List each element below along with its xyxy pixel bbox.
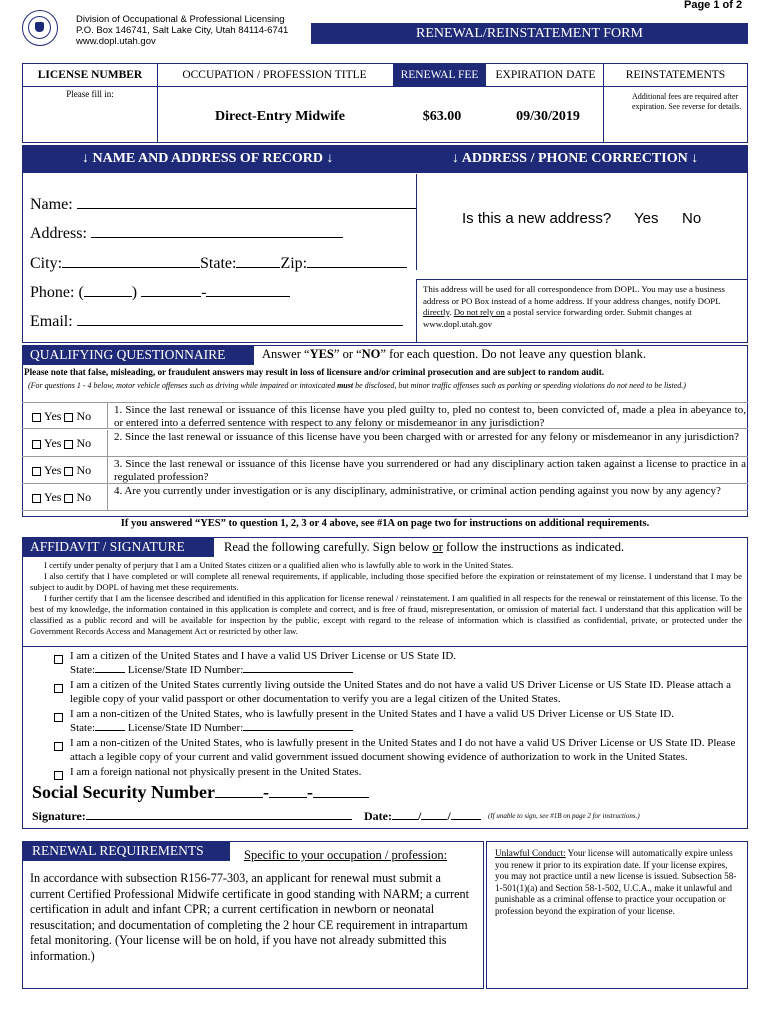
- city-field[interactable]: [62, 254, 200, 268]
- state-label: State:: [200, 255, 237, 272]
- affidavit-para-1: I certify under penalty of perjury that I am a United States citizen or a qualified alien who is lawfully able to work in the United States.: [44, 560, 514, 570]
- question-2-answer: [22, 430, 108, 456]
- question-3-answer: [22, 457, 108, 483]
- citizenship-opt4-checkbox[interactable]: [54, 742, 63, 751]
- question-4-yes-checkbox[interactable]: [32, 494, 41, 503]
- affidavit-para-3: I further certify that I am the licensee described and identified in this application for license renewal / reinstatement. I am qualified in all respects for the renewal or reinstatement of this license. To the best of my knowledge, the information contained in this application is complete and correct, and is free of fraud, misrepresentation, or omission of material fact. I understand that this application will be classified as a public record and will be available for inspection by the public, except with regard to the release of information which is classified as confidential, private, or protected under the Government Records Access and Management Act or restricted by other law.: [30, 593, 742, 636]
- question-3-no-label: No: [76, 463, 92, 477]
- form-title: RENEWAL/REINSTATEMENT FORM: [311, 23, 748, 44]
- opt3-state-field[interactable]: [95, 721, 125, 731]
- opt1-state-label: State:: [70, 664, 96, 676]
- renewal-body: In accordance with subsection R156-77-303, an applicant for renewal must submit a current Certified Professional Midwife certificate in good standing with NARM; a current certification in adult and infant CPR; a current certification in newborn or neonatal resuscitation; and documentation of completing the 2 hour CE requirement in intrapartum fetal monitoring. (Your license will be on hold, if you have not already submitted this information.): [30, 871, 469, 963]
- address-label: Address:: [30, 225, 87, 242]
- record-heading-right: ↓ ADDRESS / PHONE CORRECTION ↓: [452, 151, 699, 166]
- address-note-do-not-rely: Do not rely on: [453, 307, 505, 317]
- opt3-id-field[interactable]: [243, 721, 353, 731]
- question-3-yes-checkbox[interactable]: [32, 467, 41, 476]
- renewal-heading: RENEWAL REQUIREMENTS: [22, 841, 230, 861]
- page-number: Page 1 of 2: [684, 0, 743, 11]
- instruction-yes: YES: [309, 347, 334, 361]
- citizenship-opt5-checkbox[interactable]: [54, 771, 63, 780]
- citizenship-opt2-text: I am a citizen of the United States currently living outside the United States and do not have a valid US Driver License or US State ID. Please attach a legible copy of your valid passport or other documentation to verify you are a legal citizen of the United States.: [70, 679, 732, 705]
- ssn-field-2[interactable]: [269, 782, 307, 798]
- date-sep-2: /: [447, 809, 451, 823]
- instruction-no: NO: [361, 347, 381, 361]
- instruction-part-1: Answer “: [262, 347, 310, 361]
- address-field[interactable]: [91, 224, 343, 238]
- sign-note: (If unable to sign, see #1B on page 2 for instructions.): [488, 812, 640, 820]
- address-note: [416, 279, 748, 343]
- date-row: [364, 808, 481, 824]
- ssn-row: Social Security Number - -: [32, 782, 369, 803]
- questionnaire-note: [28, 381, 746, 391]
- note-part-1: (For questions 1 - 4 below, motor vehicle offenses such as driving while impaired or intoxicated: [28, 381, 338, 390]
- question-row-3: [22, 457, 748, 484]
- citizenship-opt3-checkbox[interactable]: [54, 713, 63, 722]
- affidavit-instruction: [224, 540, 624, 555]
- citizenship-opt4-text: I am a non-citizen of the United States, who is lawfully present in the United States and I do not have a valid US Driver License or US State ID. Please attach a legible copy of your current and valid government issued document showing evidence of authorization to work in the United States.: [70, 737, 736, 763]
- question-3-no-checkbox[interactable]: [64, 467, 73, 476]
- question-4-answer: [22, 484, 108, 510]
- expiration-header: EXPIRATION DATE: [488, 64, 604, 86]
- email-row: [30, 312, 403, 331]
- citizenship-opt1-text: I am a citizen of the United States and I have a valid US Driver License or US State ID.: [70, 650, 457, 662]
- question-3-text: 3. Since the last renewal or issuance of this license have you surrendered or had any disciplinary action taken against a license to practice in a regulated profession?: [114, 458, 746, 483]
- zip-field[interactable]: [307, 254, 407, 268]
- question-1-yes-label: Yes: [44, 409, 62, 423]
- ssn-label: Social Security Number: [32, 782, 215, 802]
- citizenship-opt1-checkbox[interactable]: [54, 655, 63, 664]
- address-note-directly: directly: [423, 307, 450, 317]
- date-sep-1: /: [417, 809, 422, 823]
- affidavit-divider: [22, 646, 748, 647]
- expiration-value: 09/30/2019: [516, 109, 580, 124]
- city-label: City:: [30, 255, 63, 272]
- email-label: Email:: [30, 313, 73, 330]
- name-label: Name:: [30, 196, 73, 213]
- agency-po-box: P.O. Box 146741, Salt Lake City, Utah 84114-6741: [76, 25, 289, 36]
- new-address-yes[interactable]: Yes: [634, 210, 659, 227]
- citizenship-opt3-text: I am a non-citizen of the United States, who is lawfully present in the United States and I have a valid US Driver License or US State ID.: [70, 708, 674, 720]
- question-2-no-label: No: [76, 436, 92, 450]
- note-must: must: [337, 381, 354, 390]
- citizenship-opt5-text: I am a foreign national not physically present in the United States.: [70, 766, 362, 778]
- record-heading-left: ↓ NAME AND ADDRESS OF RECORD ↓: [82, 151, 334, 166]
- question-4-no-checkbox[interactable]: [64, 494, 73, 503]
- signature-field[interactable]: [86, 808, 352, 820]
- question-4-text: 4. Are you currently under investigation or is any disciplinary, administrative, or criminal action pending against you now by any agency?: [114, 485, 721, 497]
- unlawful-conduct-label: Unlawful Conduct:: [495, 848, 566, 858]
- question-row-2: [22, 430, 748, 457]
- address-note-text-3: a postal service forwarding order. Submit changes at www.dopl.utah.gov: [423, 307, 692, 329]
- signature-label: Signature:: [32, 809, 86, 823]
- city-state-zip-row: [30, 254, 407, 273]
- question-4-yes-label: Yes: [44, 490, 62, 504]
- affidavit-instruction-or: or: [432, 540, 443, 554]
- unlawful-conduct-box: [486, 841, 748, 989]
- opt3-checkbox-wrap: [54, 708, 66, 726]
- address-note-text-2: .: [449, 307, 454, 317]
- address-note-text-1: This address will be used for all correspondence from DOPL. You may use a business address or PO Box instead of a home address. If your address changes, notify DOPL: [423, 284, 725, 306]
- date-year-field[interactable]: [451, 808, 481, 820]
- state-field[interactable]: [236, 254, 280, 268]
- date-month-field[interactable]: [392, 808, 418, 820]
- questionnaire-instruction: [262, 347, 646, 362]
- question-2-no-checkbox[interactable]: [64, 440, 73, 449]
- reinstatement-note: Additional fees are required after expiration. See reverse for details.: [632, 92, 742, 111]
- phone-area-code-field[interactable]: [84, 283, 132, 297]
- address-row: [30, 224, 343, 243]
- phone-prefix-field[interactable]: [141, 283, 201, 297]
- opt2-checkbox-wrap: [54, 679, 66, 697]
- agency-name: Division of Occupational & Professional Licensing: [76, 14, 285, 25]
- license-values-row: [158, 86, 604, 142]
- question-row-4: [22, 484, 748, 511]
- renewal-fee-header: RENEWAL FEE: [393, 64, 486, 86]
- question-1-answer: [22, 403, 108, 429]
- name-field[interactable]: [77, 195, 417, 209]
- renewal-subheading: Specific to your occupation / profession:: [244, 848, 448, 862]
- opt1-id-field[interactable]: [243, 663, 353, 673]
- opt3-id-label: License/State ID Number:: [127, 722, 244, 734]
- question-row-1: [22, 402, 748, 429]
- license-number-header: LICENSE NUMBER: [23, 64, 158, 86]
- affidavit-instruction-1: Read the following carefully. Sign below: [224, 540, 433, 554]
- new-address-question: Is this a new address?: [462, 210, 612, 227]
- affidavit-instruction-2: follow the instructions as indicated.: [442, 540, 625, 554]
- question-1-no-label: No: [76, 409, 92, 423]
- reinstatements-header: REINSTATEMENTS: [625, 69, 726, 81]
- date-day-field[interactable]: [421, 808, 447, 820]
- license-number-field[interactable]: [23, 86, 158, 142]
- phone-line-field[interactable]: [206, 283, 290, 297]
- question-2-yes-label: Yes: [44, 436, 62, 450]
- question-1-text: 1. Since the last renewal or issuance of this license have you pled guilty to, pled no contest to, been convicted of, made a plea in abeyance to, or entered into a deferred sentence with respect to any felony or misdemeanor in any jurisdiction?: [114, 404, 746, 429]
- opt1-checkbox-wrap: [54, 650, 66, 668]
- question-3-yes-label: Yes: [44, 463, 62, 477]
- fee-value: $63.00: [422, 109, 462, 124]
- occupation-header: OCCUPATION / PROFESSION TITLE: [182, 69, 367, 81]
- please-fill-label: Please fill in:: [66, 89, 114, 99]
- date-label: Date:: [364, 809, 392, 823]
- opt4-checkbox-wrap: [54, 737, 66, 755]
- phone-row: [30, 283, 290, 302]
- affidavit-text: [30, 560, 742, 637]
- opt3-state-label: State:: [70, 722, 96, 734]
- affidavit-heading: AFFIDAVIT / SIGNATURE: [22, 537, 214, 557]
- questionnaire-warning: Please note that false, misleading, or fraudulent answers may result in loss of licensure and/or criminal prosecution and are subject to random audit.: [24, 367, 605, 377]
- ssn-field-1[interactable]: [215, 782, 263, 798]
- occupation-value: Direct-Entry Midwife: [215, 109, 345, 124]
- instruction-part-2: ” or “: [333, 347, 362, 361]
- note-part-2: be disclosed, but minor traffic offenses such as parking or speeding violations do not need to be listed.): [353, 381, 686, 390]
- question-2-yes-checkbox[interactable]: [32, 440, 41, 449]
- question-2-text: 2. Since the last renewal or issuance of this license have you been charged with or arrested for any felony or misdemeanor in any jurisdiction?: [114, 431, 740, 443]
- question-1-yes-checkbox[interactable]: [32, 413, 41, 422]
- opt1-state-field[interactable]: [95, 663, 125, 673]
- unlawful-conduct-text: Your license will automatically expire unless you renew it prior to its expiration date. If your license expires, you may not practice until a new license is issued. Subsection 58-1-501(1)(a) and Section 58-1-502, U.C.A., make it unlawful and punishable as a criminal offense to practice your occupation or profession beyond the expiration of your license.: [495, 848, 737, 916]
- questionnaire-heading: QUALIFYING QUESTIONNAIRE: [22, 345, 254, 365]
- phone-dash: -: [201, 284, 207, 301]
- citizenship-opt1-sub: [70, 663, 770, 677]
- question-1-no-checkbox[interactable]: [64, 413, 73, 422]
- citizenship-opt2-checkbox[interactable]: [54, 684, 63, 693]
- opt1-id-label: License/State ID Number:: [127, 664, 244, 676]
- name-row: [30, 195, 417, 214]
- record-heading-bar: [22, 145, 748, 173]
- questionnaire-footer: If you answered “YES” to question 1, 2, 3 or 4 above, see #1A on page two for instructions on additional requirements.: [120, 518, 650, 529]
- affidavit-para-2: I also certify that I have completed or will complete all renewal requirements, if applicable, including those specified before the expiration or reinstatement of my license. I understand that I may be subject to audit by DOPL of having met these requirements.: [30, 571, 742, 592]
- agency-address: [76, 14, 288, 47]
- citizenship-opt3-sub: [70, 721, 770, 735]
- phone-paren-close: ): [131, 284, 138, 301]
- reinstatements-cell: [604, 86, 747, 142]
- email-field[interactable]: [77, 312, 403, 326]
- question-4-no-label: No: [76, 490, 92, 504]
- instruction-part-3: ” for each question. Do not leave any question blank.: [380, 347, 646, 361]
- agency-website: www.dopl.utah.gov: [76, 36, 156, 47]
- license-table: [22, 63, 748, 143]
- utah-seal-logo: [22, 10, 58, 46]
- ssn-field-3[interactable]: [313, 782, 369, 798]
- signature-row: [32, 808, 352, 824]
- new-address-no[interactable]: No: [682, 210, 702, 227]
- zip-label: Zip:: [280, 255, 308, 272]
- phone-label: Phone: (: [30, 284, 84, 301]
